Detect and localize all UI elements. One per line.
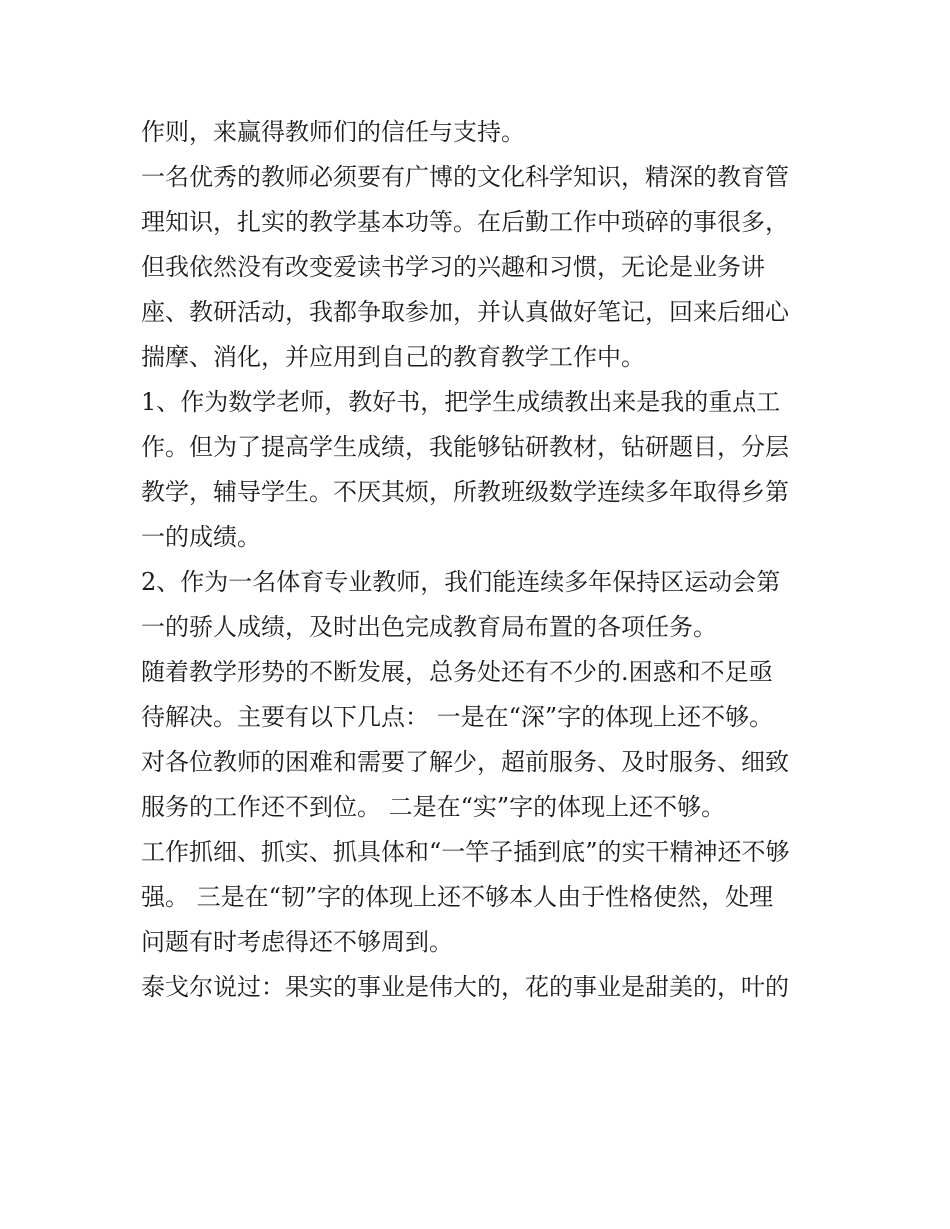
text-line: 2、作为一名体育专业教师，我们能连续多年保持区运动会第: [141, 568, 781, 596]
text-line: 但我依然没有改变爱读书学习的兴趣和习惯，无论是业务讲: [141, 253, 765, 281]
text-line: 工作抓细、抓实、抓具体和“一竿子插到底”的实干精神还不够: [141, 838, 790, 866]
text-line: 揣摩、消化，并应用到自己的教育教学工作中。: [141, 343, 645, 371]
text-line: 一名优秀的教师必须要有广博的文化科学知识，精深的教育管: [141, 163, 789, 191]
text-line: 一的骄人成绩，及时出色完成教育局布置的各项任务。: [141, 613, 717, 641]
text-line: 泰戈尔说过：果实的事业是伟大的，花的事业是甜美的，叶的: [141, 973, 789, 1001]
text-line: 问题有时考虑得还不够周到。: [141, 928, 453, 956]
text-line: 服务的工作还不到位。 二是在“实”字的体现上还不够。: [141, 793, 726, 821]
text-line: 强。 三是在“韧”字的体现上还不够本人由于性格使然，处理: [141, 883, 774, 911]
text-line: 1、作为数学老师，教好书，把学生成绩教出来是我的重点工: [141, 388, 781, 416]
text-line: 对各位教师的困难和需要了解少，超前服务、及时服务、细致: [141, 748, 789, 776]
text-line: 随着教学形势的不断发展，总务处还有不少的.困惑和不足亟: [141, 658, 773, 686]
text-line: 座、教研活动，我都争取参加，并认真做好笔记，回来后细心: [141, 298, 789, 326]
text-line: 待解决。主要有以下几点： 一是在“深”字的体现上还不够。: [141, 703, 774, 731]
text-line: 理知识，扎实的教学基本功等。在后勤工作中琐碎的事很多，: [141, 208, 789, 236]
text-line: 作则，来赢得教师们的信任与支持。: [141, 118, 525, 146]
document-body: [141, 110, 821, 1010]
text-line: 教学，辅导学生。不厌其烦，所教班级数学连续多年取得乡第: [141, 478, 789, 506]
text-line: 一的成绩。: [141, 523, 261, 551]
text-line: 作。但为了提高学生成绩，我能够钻研教材，钻研题目，分层: [141, 433, 789, 461]
